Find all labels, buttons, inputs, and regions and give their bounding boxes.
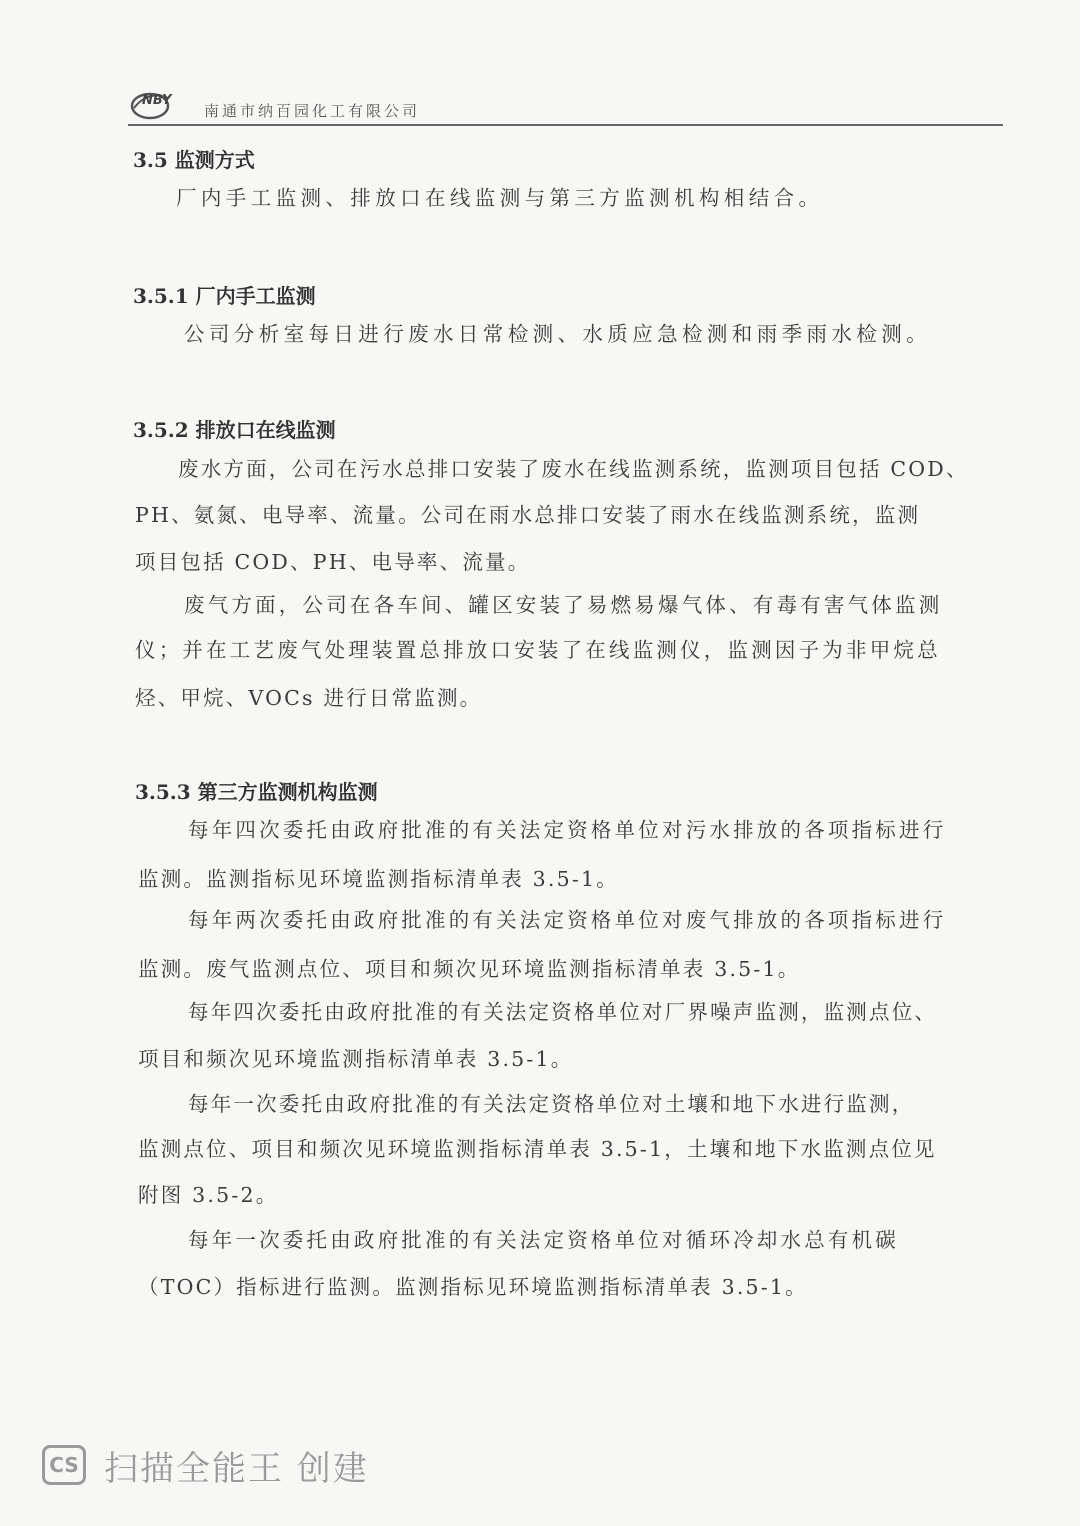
paragraph: 公司分析室每日进行废水日常检测、水质应急检测和雨季雨水检测。	[184, 322, 931, 346]
paragraph-line: 仪；并在工艺废气处理装置总排放口安装了在线监测仪，监测因子为非甲烷总	[135, 638, 941, 662]
paragraph-line: 烃、甲烷、VOCs 进行日常监测。	[135, 686, 483, 710]
paragraph-line: （TOC）指标进行监测。监测指标见环境监测指标清单表 3.5-1。	[138, 1275, 808, 1299]
page-header	[128, 82, 1003, 126]
paragraph-line: 每年四次委托由政府批准的有关法定资格单位对厂界噪声监测，监测点位、	[188, 1000, 938, 1024]
paragraph-line: 监测。废气监测点位、项目和频次见环境监测指标清单表 3.5-1。	[138, 957, 801, 981]
paragraph-line: 监测。监测指标见环境监测指标清单表 3.5-1。	[138, 867, 619, 891]
company-name: 南通市纳百园化工有限公司	[204, 102, 421, 120]
section-title-3-5: 3.5 监测方式	[133, 148, 255, 172]
paragraph-line: 监测点位、项目和频次见环境监测指标清单表 3.5-1，土壤和地下水监测点位见	[138, 1137, 937, 1161]
watermark-text: 扫描全能王 创建	[104, 1448, 369, 1489]
company-logo-icon	[128, 86, 196, 122]
paragraph-line: 每年一次委托由政府批准的有关法定资格单位对循环冷却水总有机碳	[188, 1228, 899, 1252]
scanner-watermark	[42, 1440, 369, 1490]
paragraph-line: 每年一次委托由政府批准的有关法定资格单位对土壤和地下水进行监测，	[188, 1092, 915, 1116]
paragraph-line: 项目包括 COD、PH、电导率、流量。	[135, 550, 531, 574]
paragraph-line: 每年四次委托由政府批准的有关法定资格单位对污水排放的各项指标进行	[188, 818, 947, 842]
paragraph-line: 项目和频次见环境监测指标清单表 3.5-1。	[138, 1047, 574, 1071]
section-title-3-5-1: 3.5.1 厂内手工监测	[133, 284, 316, 308]
paragraph-line: 废水方面，公司在污水总排口安装了废水在线监测系统，监测项目包括 COD、	[178, 457, 969, 481]
header-divider	[128, 124, 1003, 126]
svg-text:NBY: NBY	[142, 93, 172, 108]
paragraph: 厂内手工监测、排放口在线监测与第三方监测机构相结合。	[176, 186, 824, 210]
paragraph-line: 附图 3.5-2。	[138, 1183, 279, 1207]
camscanner-icon: CS	[42, 1445, 86, 1485]
paragraph-line: 废气方面，公司在各车间、罐区安装了易燃易爆气体、有毒有害气体监测	[184, 593, 943, 617]
paragraph-line: PH、氨氮、电导率、流量。公司在雨水总排口安装了雨水在线监测系统，监测	[135, 503, 921, 527]
paragraph-line: 每年两次委托由政府批准的有关法定资格单位对废气排放的各项指标进行	[188, 908, 947, 932]
section-title-3-5-2: 3.5.2 排放口在线监测	[133, 418, 336, 442]
section-title-3-5-3: 3.5.3 第三方监测机构监测	[135, 780, 378, 804]
